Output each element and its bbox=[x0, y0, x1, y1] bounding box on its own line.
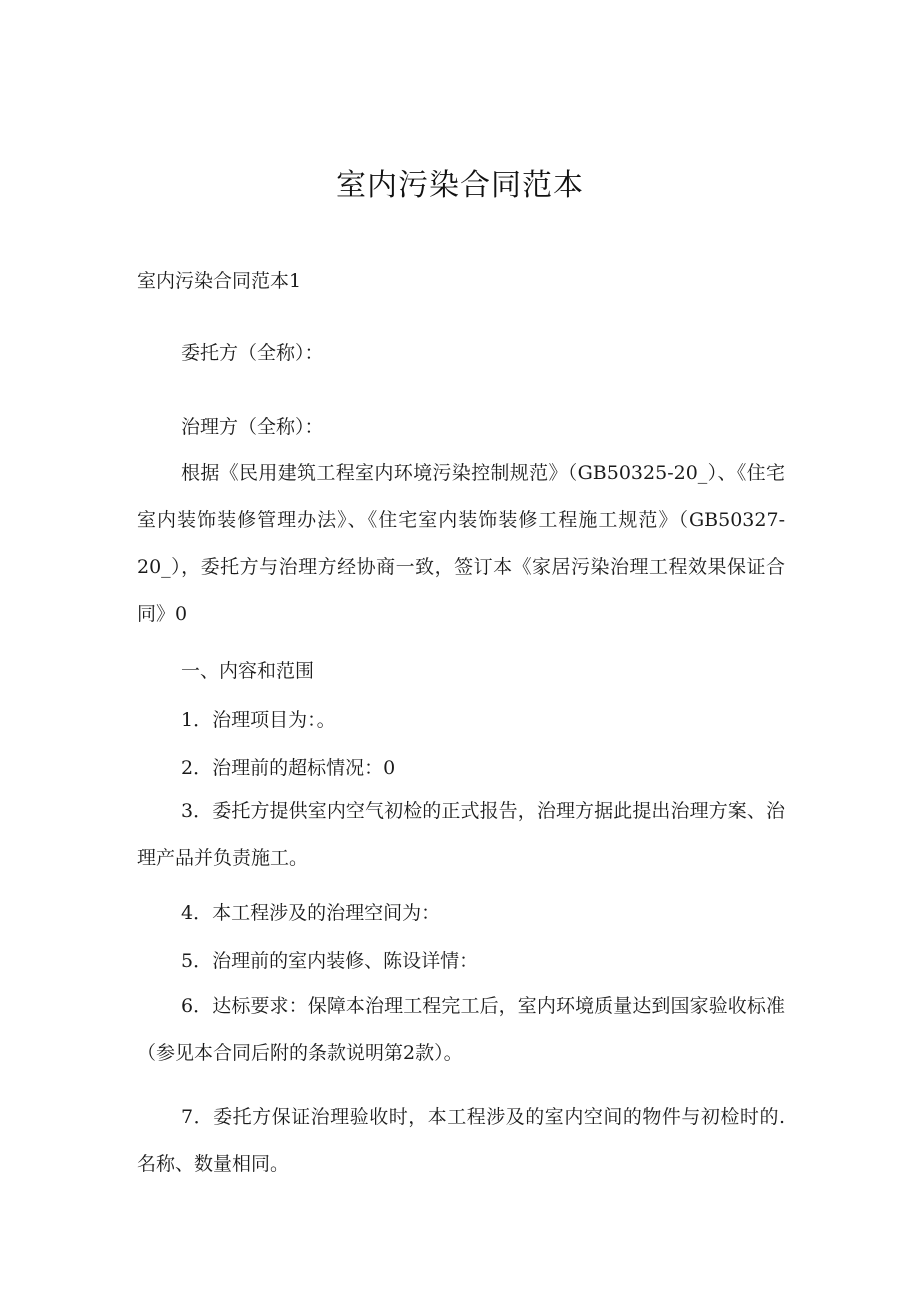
clause-item: 6．达标要求：保障本治理工程完工后，室内环境质量达到国家验收标准（参见本合同后附的条款说明第2款）。 bbox=[137, 995, 785, 1064]
document-title: 室内污染合同范本 bbox=[336, 168, 584, 203]
contractor-field: 治理方（全称）： bbox=[181, 416, 324, 438]
clause-item: 7．委托方保证治理验收时，本工程涉及的室内空间的物件与初检时的.名称、数量相同。 bbox=[137, 1106, 785, 1175]
contract-subtitle: 室内污染合同范本1 bbox=[137, 270, 302, 292]
clause-item: 2．治理前的超标情况：0 bbox=[181, 757, 396, 779]
clause-item: 1．治理项目为：。 bbox=[181, 709, 336, 731]
clause-item: 5．治理前的室内装修、陈设详情： bbox=[181, 950, 479, 972]
section-heading: 一、内容和范围 bbox=[181, 660, 315, 682]
clause-item: 3．委托方提供室内空气初检的正式报告，治理方据此提出治理方案、治理产品并负责施工。 bbox=[137, 800, 785, 869]
intro-paragraph: 根据《民用建筑工程室内环境污染控制规范》（GB50325-20_）、《住宅室内装饰装修管理办法》、《住宅室内装饰装修工程施工规范》（GB50327-20_），委托方与治理方经协商一致，签订本《家居污染治理工程效果保证合同》0 bbox=[137, 462, 785, 625]
clause-item: 4．本工程涉及的治理空间为： bbox=[181, 902, 441, 924]
client-field: 委托方（全称）： bbox=[181, 342, 324, 364]
